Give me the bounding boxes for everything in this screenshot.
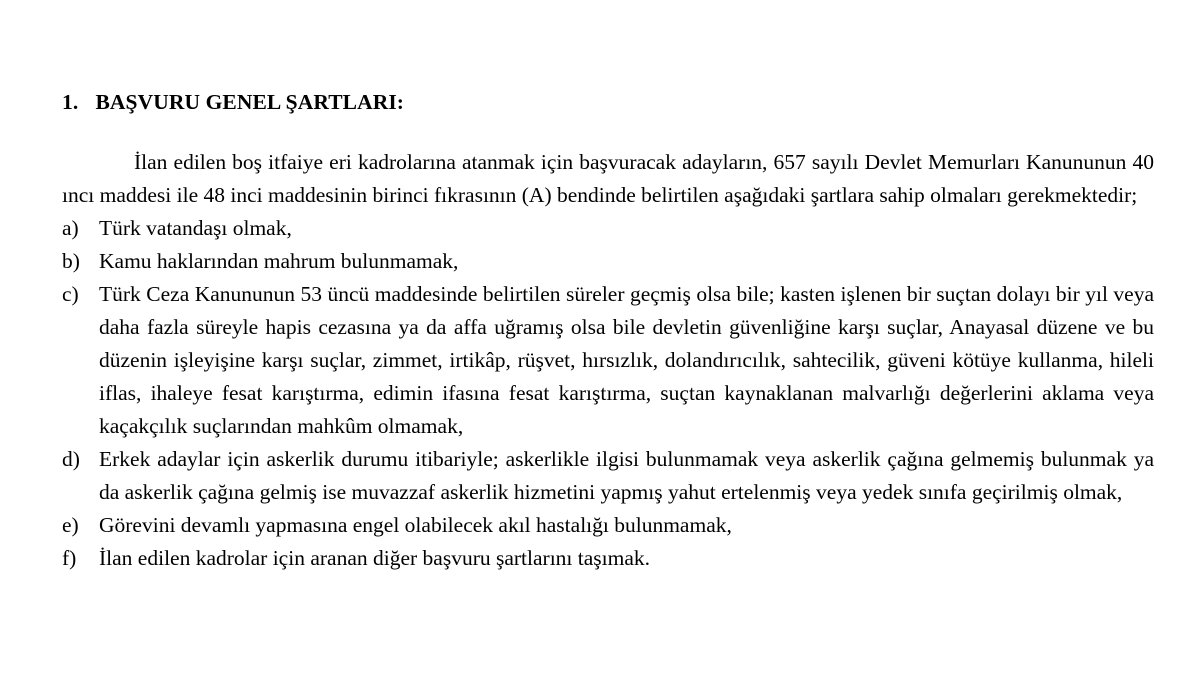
section-title: BAŞVURU GENEL ŞARTLARI: — [95, 90, 405, 114]
list-item-text: İlan edilen kadrolar için aranan diğer başvuru şartlarını taşımak. — [99, 546, 651, 570]
list-item-e — [62, 509, 1154, 542]
list-marker: d) — [62, 447, 80, 471]
list-item-text: Kamu haklarından mahrum bulunmamak, — [99, 249, 459, 273]
list-marker: c) — [62, 282, 79, 306]
list-marker: e) — [62, 513, 79, 537]
list-item-f — [62, 542, 1154, 575]
document-page — [62, 86, 1154, 575]
list-item-a — [62, 212, 1154, 245]
list-item-d — [62, 443, 1154, 509]
list-item-b — [62, 245, 1154, 278]
section-heading — [62, 86, 1154, 118]
list-item-text: Türk vatandaşı olmak, — [99, 216, 292, 240]
section-number: 1. — [62, 90, 79, 114]
list-item-c — [62, 278, 1154, 443]
list-marker: f) — [62, 546, 77, 570]
list-marker: b) — [62, 249, 80, 273]
list-item-text: Görevini devamlı yapmasına engel olabilecek akıl hastalığı bulunmamak, — [99, 513, 732, 537]
list-item-text: Türk Ceza Kanununun 53 üncü maddesinde belirtilen süreler geçmiş olsa bile; kasten işlenen bir suçtan dolayı bir yıl veya daha fazla süreyle hapis cezasına ya da affa uğramış olsa bile devletin güvenliğine karşı suçlar, Anayasal düzene ve bu düzenin işleyişine karşı suçlar, zimmet, irtikâp, rüşvet, hırsızlık, dolandırıcılık, sahtecilik, güveni kötüye kullanma, hileli iflas, ihaleye fesat karıştırma, edimin ifasına fesat karıştırma, suçtan kaynaklanan malvarlığı değerlerini aklama veya kaçakçılık suçlarından mahkûm olmamak, — [99, 282, 1154, 438]
list-marker: a) — [62, 216, 79, 240]
list-item-text: Erkek adaylar için askerlik durumu itibariyle; askerlikle ilgisi bulunmamak veya askerlik çağına gelmemiş bulunmak ya da askerlik çağına gelmiş ise muvazzaf askerlik hizmetini yapmış yahut ertelenmiş veya yedek sınıfa geçirilmiş olmak, — [99, 447, 1154, 504]
requirements-list — [62, 212, 1154, 575]
intro-paragraph: İlan edilen boş itfaiye eri kadrolarına atanmak için başvuracak adayların, 657 sayılı Devlet Memurları Kanununun 40 ıncı maddesi ile 48 inci maddesinin birinci fıkrasının (A) bendinde belirtilen aşağıdaki şartlara sahip olmaları gerekmektedir; — [62, 150, 1154, 207]
